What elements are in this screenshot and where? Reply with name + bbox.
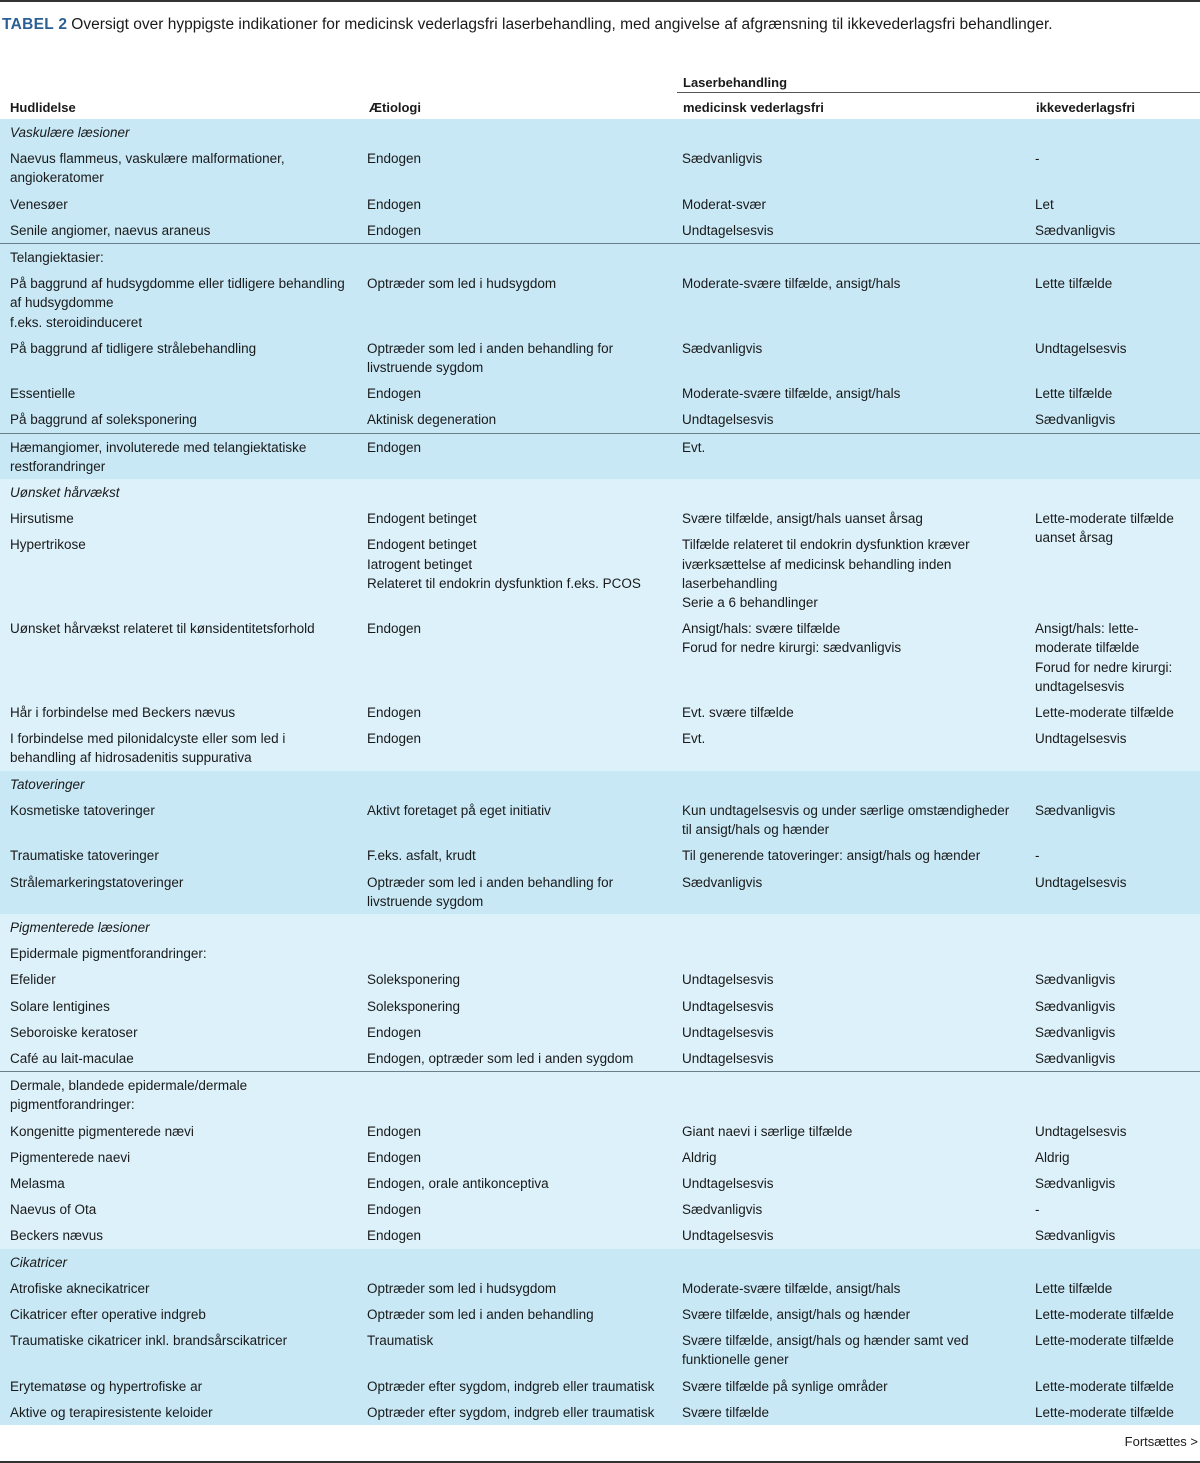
cell-medicinsk-vederlagsfri: Evt. svære tilfælde bbox=[676, 699, 1029, 725]
cell-aetiologi: Endogen bbox=[359, 1196, 676, 1222]
indication-table bbox=[0, 119, 1200, 1425]
cell-hudlidelse: Venesøer bbox=[0, 191, 359, 217]
cell-medicinsk-vederlagsfri: Moderat-svær bbox=[676, 191, 1029, 217]
table-caption bbox=[2, 15, 1182, 35]
cell-aetiologi bbox=[359, 1249, 676, 1275]
table-row bbox=[0, 505, 1200, 531]
table-row bbox=[0, 615, 1200, 699]
cell-hudlidelse: Strålemarkeringstatoveringer bbox=[0, 869, 359, 914]
cell-medicinsk-vederlagsfri: Undtagelsesvis bbox=[676, 1170, 1029, 1196]
cell-hudlidelse: Senile angiomer, naevus araneus bbox=[0, 217, 359, 244]
table-row bbox=[0, 433, 1200, 479]
header-group-rule bbox=[677, 92, 1200, 93]
table-row bbox=[0, 993, 1200, 1019]
cell-aetiologi: F.eks. asfalt, krudt bbox=[359, 842, 676, 868]
cell-hudlidelse: Café au lait-maculae bbox=[0, 1045, 359, 1072]
table-row bbox=[0, 1222, 1200, 1248]
table-header bbox=[0, 66, 1200, 119]
cell-ikkevederlagsfri: Undtagelsesvis bbox=[1029, 725, 1200, 770]
cell-hudlidelse: Cikatricer efter operative indgreb bbox=[0, 1301, 359, 1327]
cell-ikkevederlagsfri: - bbox=[1029, 145, 1200, 190]
cell-hudlidelse: På baggrund af hudsygdomme eller tidligere behandling af hudsygdomme f.eks. steroidinduceret bbox=[0, 270, 359, 335]
cell-hudlidelse: Naevus of Ota bbox=[0, 1196, 359, 1222]
table-row bbox=[0, 725, 1200, 770]
cell-medicinsk-vederlagsfri: Svære tilfælde på synlige områder bbox=[676, 1373, 1029, 1399]
cell-ikkevederlagsfri bbox=[1029, 1249, 1200, 1275]
table-label: TABEL 2 bbox=[2, 16, 68, 33]
cell-aetiologi: Optræder efter sygdom, indgreb eller traumatisk bbox=[359, 1399, 676, 1425]
header-aetiologi: Ætiologi bbox=[369, 100, 421, 115]
cell-medicinsk-vederlagsfri: Undtagelsesvis bbox=[676, 406, 1029, 433]
cell-ikkevederlagsfri: Undtagelsesvis bbox=[1029, 869, 1200, 914]
cell-ikkevederlagsfri bbox=[1029, 914, 1200, 940]
section-row bbox=[0, 914, 1200, 940]
cell-aetiologi: Endogen, orale antikonceptiva bbox=[359, 1170, 676, 1196]
table-row bbox=[0, 1170, 1200, 1196]
cell-ikkevederlagsfri: Undtagelsesvis bbox=[1029, 1118, 1200, 1144]
cell-aetiologi: Endogen bbox=[359, 699, 676, 725]
cell-aetiologi: Optræder efter sygdom, indgreb eller traumatisk bbox=[359, 1373, 676, 1399]
cell-ikkevederlagsfri bbox=[1029, 771, 1200, 797]
table-row bbox=[0, 1196, 1200, 1222]
header-medicinsk-vederlagsfri: medicinsk vederlagsfri bbox=[683, 100, 824, 115]
cell-ikkevederlagsfri: Lette-moderate tilfælde uanset årsag bbox=[1029, 505, 1200, 615]
cell-medicinsk-vederlagsfri bbox=[676, 1249, 1029, 1275]
cell-ikkevederlagsfri: Sædvanligvis bbox=[1029, 993, 1200, 1019]
cell-hudlidelse: Aktive og terapiresistente keloider bbox=[0, 1399, 359, 1425]
cell-aetiologi bbox=[359, 771, 676, 797]
cell-ikkevederlagsfri: Ansigt/hals: lette-moderate tilfælde Forud for nedre kirurgi: undtagelsesvis bbox=[1029, 615, 1200, 699]
table-row bbox=[0, 145, 1200, 190]
cell-hudlidelse: På baggrund af soleksponering bbox=[0, 406, 359, 433]
cell-ikkevederlagsfri: Sædvanligvis bbox=[1029, 1019, 1200, 1045]
cell-ikkevederlagsfri: Lette-moderate tilfælde bbox=[1029, 1327, 1200, 1372]
section-row bbox=[0, 771, 1200, 797]
cell-ikkevederlagsfri: - bbox=[1029, 842, 1200, 868]
cell-medicinsk-vederlagsfri: Evt. bbox=[676, 433, 1029, 479]
cell-ikkevederlagsfri: Lette-moderate tilfælde bbox=[1029, 1399, 1200, 1425]
cell-hudlidelse: Hæmangiomer, involuterede med telangiektatiske restforandringer bbox=[0, 433, 359, 479]
table-row bbox=[0, 966, 1200, 992]
cell-medicinsk-vederlagsfri: Sædvanligvis bbox=[676, 869, 1029, 914]
cell-ikkevederlagsfri: Lette tilfælde bbox=[1029, 380, 1200, 406]
cell-medicinsk-vederlagsfri bbox=[676, 771, 1029, 797]
table-row bbox=[0, 1019, 1200, 1045]
cell-hudlidelse: Essentielle bbox=[0, 380, 359, 406]
cell-ikkevederlagsfri: Undtagelsesvis bbox=[1029, 335, 1200, 380]
cell-ikkevederlagsfri: Sædvanligvis bbox=[1029, 1170, 1200, 1196]
cell-aetiologi: Endogen bbox=[359, 1144, 676, 1170]
cell-medicinsk-vederlagsfri: Undtagelsesvis bbox=[676, 993, 1029, 1019]
cell-ikkevederlagsfri: Sædvanligvis bbox=[1029, 797, 1200, 842]
cell-aetiologi bbox=[359, 914, 676, 940]
cell-aetiologi: Endogen bbox=[359, 191, 676, 217]
cell-hudlidelse: I forbindelse med pilonidalcyste eller som led i behandling af hidrosadenitis suppurativa bbox=[0, 725, 359, 770]
cell-medicinsk-vederlagsfri: Aldrig bbox=[676, 1144, 1029, 1170]
cell-ikkevederlagsfri: Let bbox=[1029, 191, 1200, 217]
cell-aetiologi bbox=[359, 119, 676, 145]
cell-aetiologi: Traumatisk bbox=[359, 1327, 676, 1372]
cell-aetiologi: Soleksponering bbox=[359, 966, 676, 992]
cell-medicinsk-vederlagsfri: Sædvanligvis bbox=[676, 145, 1029, 190]
table-title: Oversigt over hyppigste indikationer for medicinsk vederlagsfri laserbehandling, med angivelse af afgrænsning til ikkevederlagsfri behandlinger. bbox=[71, 16, 1053, 33]
cell-hudlidelse: Traumatiske tatoveringer bbox=[0, 842, 359, 868]
cell-aetiologi: Endogen, optræder som led i anden sygdom bbox=[359, 1045, 676, 1072]
table-row bbox=[0, 1373, 1200, 1399]
cell-medicinsk-vederlagsfri: Moderate-svære tilfælde, ansigt/hals bbox=[676, 270, 1029, 335]
cell-aetiologi: Endogen bbox=[359, 433, 676, 479]
table-row bbox=[0, 797, 1200, 842]
cell-aetiologi: Optræder som led i anden behandling bbox=[359, 1301, 676, 1327]
cell-aetiologi: Soleksponering bbox=[359, 993, 676, 1019]
cell-ikkevederlagsfri: Sædvanligvis bbox=[1029, 1045, 1200, 1072]
cell-ikkevederlagsfri bbox=[1029, 940, 1200, 966]
cell-medicinsk-vederlagsfri bbox=[676, 914, 1029, 940]
cell-medicinsk-vederlagsfri: Sædvanligvis bbox=[676, 1196, 1029, 1222]
cell-medicinsk-vederlagsfri: Moderate-svære tilfælde, ansigt/hals bbox=[676, 1275, 1029, 1301]
cell-hudlidelse: Hår i forbindelse med Beckers nævus bbox=[0, 699, 359, 725]
cell-hudlidelse: På baggrund af tidligere strålebehandling bbox=[0, 335, 359, 380]
header-hudlidelse: Hudlidelse bbox=[10, 100, 76, 115]
table-row bbox=[0, 1301, 1200, 1327]
table-row bbox=[0, 1275, 1200, 1301]
cell-hudlidelse: Melasma bbox=[0, 1170, 359, 1196]
cell-ikkevederlagsfri: Lette-moderate tilfælde bbox=[1029, 699, 1200, 725]
header-group-laserbehandling: Laserbehandling bbox=[683, 75, 788, 90]
cell-hudlidelse: Tatoveringer bbox=[0, 771, 359, 797]
cell-aetiologi: Optræder som led i hudsygdom bbox=[359, 270, 676, 335]
table-row bbox=[0, 1327, 1200, 1372]
cell-medicinsk-vederlagsfri: Undtagelsesvis bbox=[676, 966, 1029, 992]
cell-aetiologi: Optræder som led i anden behandling for livstruende sygdom bbox=[359, 335, 676, 380]
cell-hudlidelse: Epidermale pigmentforandringer: bbox=[0, 940, 359, 966]
cell-hudlidelse: Telangiektasier: bbox=[0, 244, 359, 271]
table-row bbox=[0, 699, 1200, 725]
table-row bbox=[0, 335, 1200, 380]
cell-medicinsk-vederlagsfri: Svære tilfælde, ansigt/hals og hænder bbox=[676, 1301, 1029, 1327]
cell-hudlidelse: Dermale, blandede epidermale/dermale pigmentforandringer: bbox=[0, 1072, 359, 1118]
cell-medicinsk-vederlagsfri bbox=[676, 940, 1029, 966]
cell-hudlidelse: Erytematøse og hypertrofiske ar bbox=[0, 1373, 359, 1399]
cell-aetiologi: Endogen bbox=[359, 725, 676, 770]
table-row bbox=[0, 406, 1200, 433]
cell-aetiologi bbox=[359, 244, 676, 271]
header-ikkevederlagsfri: ikkevederlagsfri bbox=[1036, 100, 1136, 115]
cell-aetiologi bbox=[359, 479, 676, 505]
cell-medicinsk-vederlagsfri bbox=[676, 479, 1029, 505]
cell-aetiologi: Aktinisk degeneration bbox=[359, 406, 676, 433]
cell-ikkevederlagsfri bbox=[1029, 433, 1200, 479]
cell-hudlidelse: Efelider bbox=[0, 966, 359, 992]
continued-note: Fortsættes > bbox=[1124, 1434, 1198, 1449]
cell-medicinsk-vederlagsfri: Evt. bbox=[676, 725, 1029, 770]
cell-medicinsk-vederlagsfri bbox=[676, 244, 1029, 271]
cell-hudlidelse: Solare lentigines bbox=[0, 993, 359, 1019]
cell-aetiologi: Optræder som led i hudsygdom bbox=[359, 1275, 676, 1301]
cell-medicinsk-vederlagsfri bbox=[676, 1072, 1029, 1118]
table-row bbox=[0, 1045, 1200, 1072]
cell-medicinsk-vederlagsfri: Svære tilfælde bbox=[676, 1399, 1029, 1425]
cell-ikkevederlagsfri bbox=[1029, 479, 1200, 505]
cell-hudlidelse: Kongenitte pigmenterede nævi bbox=[0, 1118, 359, 1144]
cell-hudlidelse: Uønsket hårvækst bbox=[0, 479, 359, 505]
cell-medicinsk-vederlagsfri: Giant naevi i særlige tilfælde bbox=[676, 1118, 1029, 1144]
cell-hudlidelse: Pigmenterede læsioner bbox=[0, 914, 359, 940]
cell-medicinsk-vederlagsfri: Svære tilfælde, ansigt/hals og hænder samt ved funktionelle gener bbox=[676, 1327, 1029, 1372]
cell-aetiologi: Endogen bbox=[359, 1019, 676, 1045]
cell-ikkevederlagsfri: Lette tilfælde bbox=[1029, 1275, 1200, 1301]
table-row bbox=[0, 270, 1200, 335]
table-row bbox=[0, 1144, 1200, 1170]
cell-ikkevederlagsfri bbox=[1029, 244, 1200, 271]
cell-ikkevederlagsfri: Aldrig bbox=[1029, 1144, 1200, 1170]
cell-medicinsk-vederlagsfri: Tilfælde relateret til endokrin dysfunktion kræver iværksættelse af medicinsk behandling inden laserbehandling Serie a 6 behandlinger bbox=[676, 531, 1029, 615]
cell-medicinsk-vederlagsfri: Sædvanligvis bbox=[676, 335, 1029, 380]
cell-aetiologi: Endogen bbox=[359, 615, 676, 699]
cell-ikkevederlagsfri bbox=[1029, 1072, 1200, 1118]
cell-aetiologi bbox=[359, 940, 676, 966]
cell-ikkevederlagsfri: Sædvanligvis bbox=[1029, 1222, 1200, 1248]
cell-hudlidelse: Hypertrikose bbox=[0, 531, 359, 615]
cell-medicinsk-vederlagsfri bbox=[676, 119, 1029, 145]
cell-ikkevederlagsfri bbox=[1029, 119, 1200, 145]
cell-hudlidelse: Cikatricer bbox=[0, 1249, 359, 1275]
table-row bbox=[0, 869, 1200, 914]
cell-aetiologi: Endogent betinget bbox=[359, 505, 676, 531]
cell-hudlidelse: Hirsutisme bbox=[0, 505, 359, 531]
cell-aetiologi: Aktivt foretaget på eget initiativ bbox=[359, 797, 676, 842]
cell-medicinsk-vederlagsfri: Svære tilfælde, ansigt/hals uanset årsag bbox=[676, 505, 1029, 531]
cell-medicinsk-vederlagsfri: Til generende tatoveringer: ansigt/hals og hænder bbox=[676, 842, 1029, 868]
cell-aetiologi: Endogen bbox=[359, 1118, 676, 1144]
cell-medicinsk-vederlagsfri: Undtagelsesvis bbox=[676, 1019, 1029, 1045]
cell-hudlidelse: Vaskulære læsioner bbox=[0, 119, 359, 145]
cell-aetiologi: Endogen bbox=[359, 217, 676, 244]
table-row bbox=[0, 531, 1200, 615]
cell-ikkevederlagsfri: Lette-moderate tilfælde bbox=[1029, 1373, 1200, 1399]
cell-medicinsk-vederlagsfri: Kun undtagelsesvis og under særlige omstændigheder til ansigt/hals og hænder bbox=[676, 797, 1029, 842]
cell-hudlidelse: Naevus flammeus, vaskulære malformationer, angiokeratomer bbox=[0, 145, 359, 190]
section-row bbox=[0, 119, 1200, 145]
table-body bbox=[0, 119, 1200, 1425]
cell-ikkevederlagsfri: - bbox=[1029, 1196, 1200, 1222]
cell-aetiologi bbox=[359, 1072, 676, 1118]
table-row bbox=[0, 380, 1200, 406]
cell-ikkevederlagsfri: Sædvanligvis bbox=[1029, 217, 1200, 244]
table-row bbox=[0, 1072, 1200, 1118]
cell-hudlidelse: Traumatiske cikatricer inkl. brandsårscikatricer bbox=[0, 1327, 359, 1372]
table-row bbox=[0, 217, 1200, 244]
table-row bbox=[0, 244, 1200, 271]
cell-aetiologi: Optræder som led i anden behandling for livstruende sygdom bbox=[359, 869, 676, 914]
cell-medicinsk-vederlagsfri: Undtagelsesvis bbox=[676, 1222, 1029, 1248]
cell-aetiologi: Endogen bbox=[359, 145, 676, 190]
cell-aetiologi: Endogent betinget Iatrogent betinget Relateret til endokrin dysfunktion f.eks. PCOS bbox=[359, 531, 676, 615]
cell-medicinsk-vederlagsfri: Undtagelsesvis bbox=[676, 217, 1029, 244]
cell-ikkevederlagsfri: Lette tilfælde bbox=[1029, 270, 1200, 335]
cell-hudlidelse: Kosmetiske tatoveringer bbox=[0, 797, 359, 842]
table-row bbox=[0, 940, 1200, 966]
table-row bbox=[0, 1399, 1200, 1425]
cell-hudlidelse: Beckers nævus bbox=[0, 1222, 359, 1248]
cell-hudlidelse: Seboroiske keratoser bbox=[0, 1019, 359, 1045]
cell-hudlidelse: Pigmenterede naevi bbox=[0, 1144, 359, 1170]
cell-ikkevederlagsfri: Sædvanligvis bbox=[1029, 966, 1200, 992]
section-row bbox=[0, 479, 1200, 505]
cell-aetiologi: Endogen bbox=[359, 380, 676, 406]
section-row bbox=[0, 1249, 1200, 1275]
cell-medicinsk-vederlagsfri: Moderate-svære tilfælde, ansigt/hals bbox=[676, 380, 1029, 406]
cell-hudlidelse: Uønsket hårvækst relateret til kønsidentitetsforhold bbox=[0, 615, 359, 699]
cell-ikkevederlagsfri: Lette-moderate tilfælde bbox=[1029, 1301, 1200, 1327]
table-row bbox=[0, 191, 1200, 217]
top-rule bbox=[0, 0, 1200, 2]
cell-ikkevederlagsfri: Sædvanligvis bbox=[1029, 406, 1200, 433]
table-row bbox=[0, 1118, 1200, 1144]
cell-medicinsk-vederlagsfri: Ansigt/hals: svære tilfælde Forud for nedre kirurgi: sædvanligvis bbox=[676, 615, 1029, 699]
cell-hudlidelse: Atrofiske aknecikatricer bbox=[0, 1275, 359, 1301]
table-row bbox=[0, 842, 1200, 868]
cell-aetiologi: Endogen bbox=[359, 1222, 676, 1248]
cell-medicinsk-vederlagsfri: Undtagelsesvis bbox=[676, 1045, 1029, 1072]
